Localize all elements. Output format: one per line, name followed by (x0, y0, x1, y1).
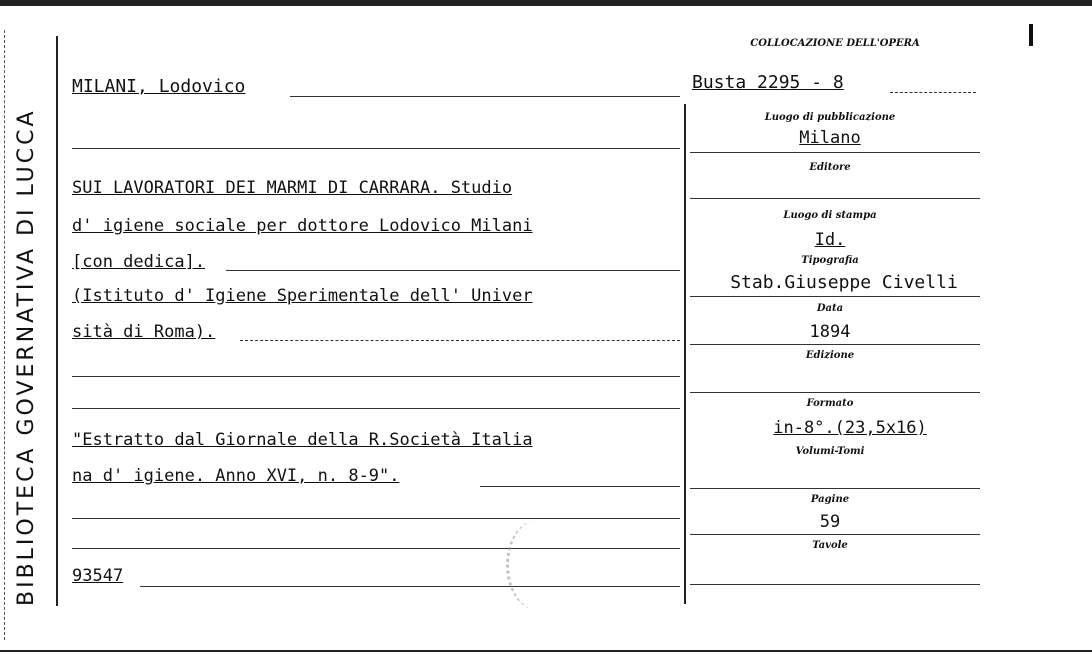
title-line-5: sità di Roma). (72, 322, 216, 342)
collocation-header: COLLOCAZIONE DELL'OPERA (750, 38, 920, 49)
volumi-label: Volumi-Tomi (795, 446, 865, 457)
title-line-3: [con dedica]. (72, 252, 206, 272)
top-border (0, 0, 1092, 6)
title-line-1: SUI LAVORATORI DEI MARMI DI CARRARA. Studio (72, 178, 513, 198)
formato-value: in-8°.(23,5x16) (773, 418, 927, 438)
title-line-4: (Istituto d' Igiene Sperimentale dell' Univer (72, 286, 533, 306)
formato-label: Formato (806, 398, 854, 409)
rule (690, 344, 980, 345)
rule (240, 340, 680, 342)
rule (690, 584, 980, 585)
tavole-label: Tavole (812, 540, 848, 551)
rule (690, 198, 980, 199)
editore-label: Editore (809, 162, 851, 173)
rule (890, 92, 976, 94)
luogo-stampa-label: Luogo di stampa (783, 210, 877, 221)
inventory-number: 93547 (72, 566, 124, 586)
column-separator (684, 104, 686, 604)
rule (140, 586, 680, 587)
left-margin-rule (56, 36, 58, 606)
corner-mark (1029, 24, 1033, 46)
rule (690, 296, 980, 297)
luogo-pubblicazione-value: Milano (799, 128, 861, 148)
rule (226, 270, 680, 271)
library-name: BIBLIOTECA GOVERNATIVA DI LUCCA (14, 108, 39, 606)
rule (690, 534, 980, 535)
bottom-border (0, 650, 1092, 652)
edizione-label: Edizione (805, 350, 855, 361)
rule (72, 376, 680, 377)
left-edge-rule (4, 30, 6, 640)
luogo-stampa-value: Id. (814, 230, 846, 250)
note-line-1: "Estratto dal Giornale della R.Società Italia (72, 430, 533, 450)
luogo-pubblicazione-label: Luogo di pubblicazione (764, 112, 896, 123)
data-value: 1894 (809, 322, 851, 342)
tipografia-value: Stab.Giuseppe Civelli (730, 272, 958, 293)
pagine-value: 59 (819, 512, 841, 532)
rule (72, 518, 680, 519)
rule (72, 148, 680, 149)
rule (690, 392, 980, 393)
note-line-2: na d' igiene. Anno XVI, n. 8-9". (72, 466, 400, 486)
author: MILANI, Lodovico (72, 76, 246, 97)
collocation-value: Busta 2295 - 8 (692, 72, 844, 93)
tipografia-label: Tipografia (801, 255, 859, 266)
stamp-mark (506, 520, 569, 610)
rule (290, 96, 680, 97)
title-line-2: d' igiene sociale per dottore Lodovico Milani (72, 216, 533, 236)
rule (690, 152, 980, 153)
rule (72, 408, 680, 409)
rule (480, 486, 680, 487)
data-label: Data (816, 303, 844, 314)
pagine-label: Pagine (810, 494, 850, 505)
rule (72, 548, 680, 549)
rule (690, 488, 980, 489)
